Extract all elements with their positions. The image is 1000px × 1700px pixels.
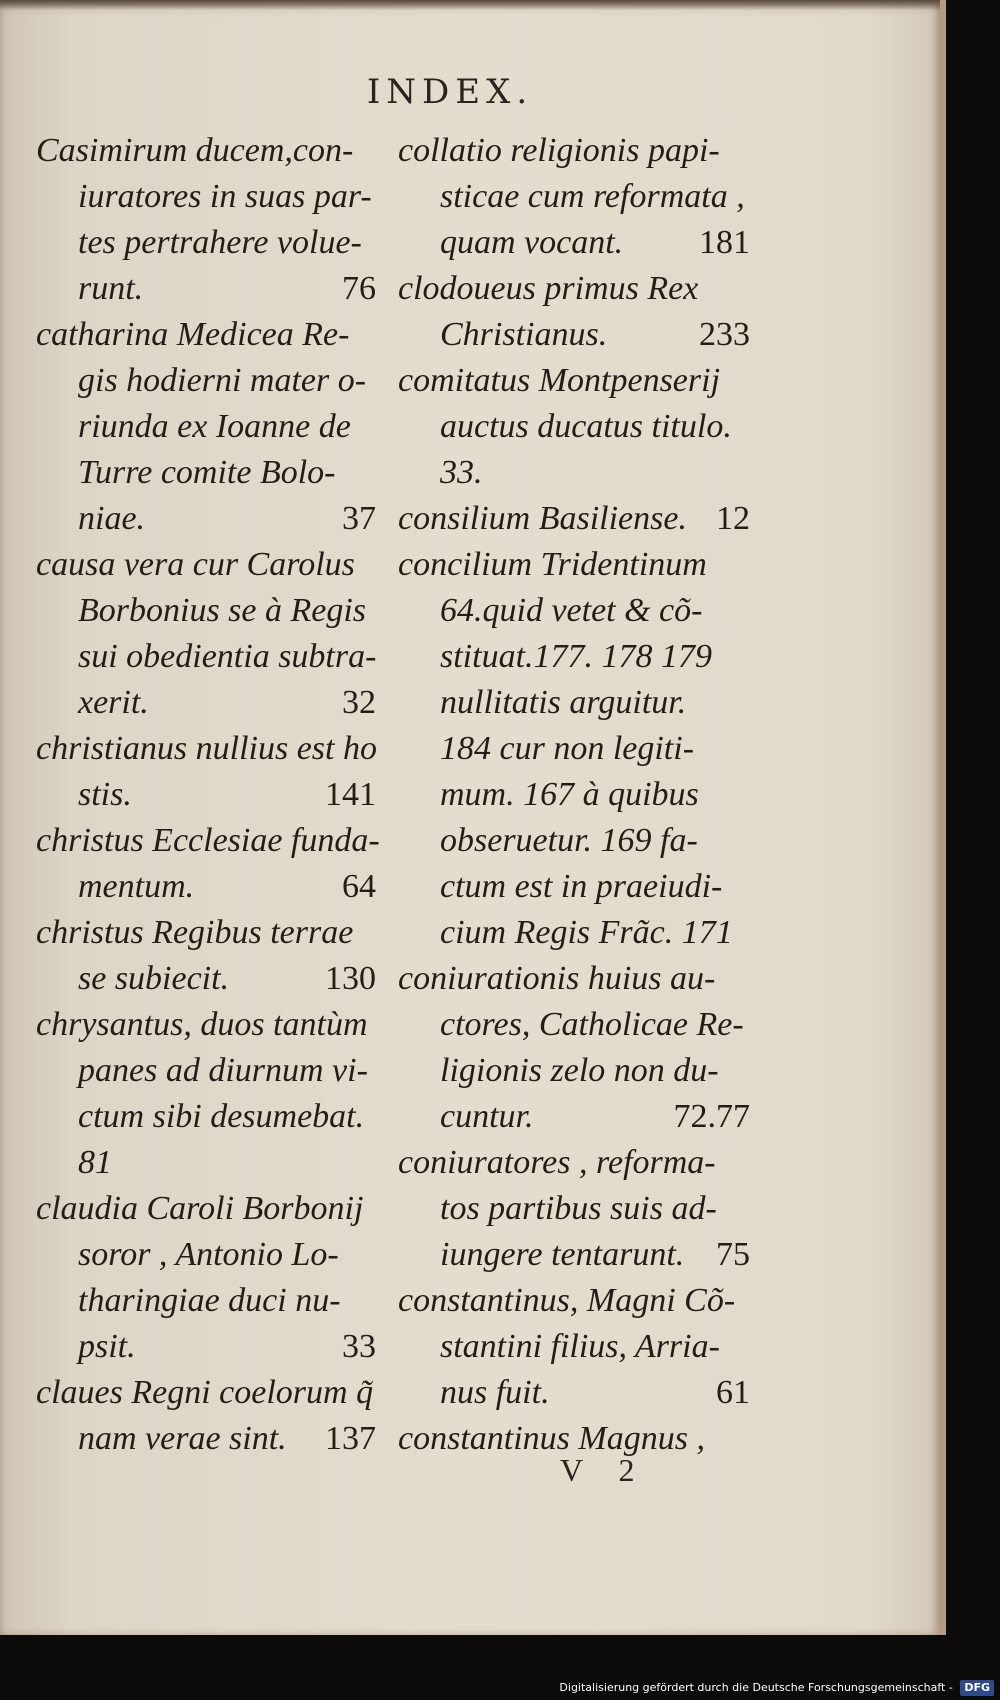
entry-line bbox=[398, 864, 750, 910]
entry-text: riunda ex Ioanne de bbox=[78, 408, 351, 445]
page-reference: 130 bbox=[325, 960, 376, 997]
entry-line bbox=[398, 312, 750, 358]
entry-text: mentum. bbox=[78, 868, 195, 905]
entry-line bbox=[398, 1186, 750, 1232]
entry-line bbox=[398, 450, 750, 496]
index-entry bbox=[398, 542, 750, 956]
page-reference: 12 bbox=[716, 500, 750, 537]
entry-text: ctum est in praeiudi- bbox=[440, 868, 723, 905]
entry-text: Turre comite Bolo- bbox=[78, 454, 336, 491]
entry-text: tes pertrahere volue- bbox=[78, 224, 362, 261]
page-reference: 32 bbox=[342, 684, 376, 721]
entry-text: coniuratores , reforma- bbox=[398, 1144, 716, 1181]
entry-line bbox=[398, 910, 750, 956]
entry-line bbox=[36, 174, 376, 220]
entry-text: gis hodierni mater o- bbox=[78, 362, 367, 399]
entry-text: stantini filius, Arria- bbox=[440, 1328, 720, 1365]
entry-line bbox=[36, 1094, 376, 1140]
entry-line bbox=[36, 312, 376, 358]
entry-line bbox=[398, 358, 750, 404]
entry-line bbox=[398, 174, 750, 220]
page-reference: 233 bbox=[699, 316, 750, 353]
index-entry bbox=[398, 358, 750, 496]
entry-text: ligionis zelo non du- bbox=[440, 1052, 719, 1089]
index-entry bbox=[398, 266, 750, 358]
entry-line bbox=[398, 128, 750, 174]
entry-line bbox=[398, 542, 750, 588]
page-reference: 141 bbox=[325, 776, 376, 813]
entry-line bbox=[398, 1048, 750, 1094]
entry-line bbox=[36, 956, 376, 1002]
index-entry bbox=[398, 1278, 750, 1416]
entry-text: soror , Antonio Lo- bbox=[78, 1236, 339, 1273]
entry-line bbox=[398, 1002, 750, 1048]
entry-text: 64.quid vetet & cõ- bbox=[440, 592, 703, 629]
entry-text: cuntur. bbox=[440, 1098, 534, 1135]
index-entry bbox=[398, 128, 750, 266]
entry-line bbox=[398, 1140, 750, 1186]
entry-line bbox=[36, 680, 376, 726]
entry-line bbox=[36, 128, 376, 174]
entry-text: 33. bbox=[440, 454, 483, 491]
entry-text: 184 cur non legiti- bbox=[440, 730, 695, 767]
entry-line bbox=[36, 1140, 376, 1186]
entry-line bbox=[36, 1416, 376, 1462]
footer-text: Digitalisierung gefördert durch die Deutsche Forschungsgemeinschaft - bbox=[559, 1681, 953, 1694]
entry-text: Borbonius se à Regis bbox=[78, 592, 367, 629]
digitization-footer bbox=[0, 1676, 1000, 1700]
page-reference: 64 bbox=[342, 868, 376, 905]
entry-line bbox=[398, 404, 750, 450]
index-entry bbox=[36, 1370, 376, 1462]
index-column-right bbox=[398, 128, 750, 1462]
entry-line bbox=[398, 956, 750, 1002]
entry-text: collatio religionis papi- bbox=[398, 132, 720, 169]
entry-line bbox=[36, 634, 376, 680]
entry-line bbox=[36, 1186, 376, 1232]
page-reference: 137 bbox=[325, 1420, 376, 1457]
entry-text: concilium Tridentinum bbox=[398, 546, 707, 583]
index-entry bbox=[36, 128, 376, 312]
entry-line bbox=[398, 818, 750, 864]
page-reference: 37 bbox=[342, 500, 376, 537]
entry-line bbox=[398, 726, 750, 772]
entry-text: auctus ducatus titulo. bbox=[440, 408, 732, 445]
entry-line bbox=[398, 220, 750, 266]
entry-line bbox=[398, 680, 750, 726]
entry-text: nus fuit. bbox=[440, 1374, 550, 1411]
entry-text: runt. bbox=[78, 270, 144, 307]
page-reference: 181 bbox=[699, 224, 750, 261]
entry-text: quam vocant. bbox=[440, 224, 624, 261]
page-reference: 76 bbox=[342, 270, 376, 307]
entry-text: constantinus Magnus , bbox=[398, 1420, 705, 1457]
page-reference: 61 bbox=[716, 1374, 750, 1411]
page-reference: 72.77 bbox=[673, 1098, 750, 1135]
entry-text: iungere tentarunt. bbox=[440, 1236, 685, 1273]
entry-line bbox=[36, 1002, 376, 1048]
entry-line bbox=[398, 496, 750, 542]
page-header bbox=[0, 72, 940, 112]
entry-text: sui obedientia subtra- bbox=[78, 638, 377, 675]
entry-text: se subiecit. bbox=[78, 960, 230, 997]
entry-line bbox=[36, 910, 376, 956]
index-entry bbox=[36, 312, 376, 542]
entry-text: ctum sibi desumebat. bbox=[78, 1098, 365, 1135]
page-reference: 75 bbox=[716, 1236, 750, 1273]
entry-line bbox=[398, 1232, 750, 1278]
entry-text: nam verae sint. bbox=[78, 1420, 287, 1457]
signature-mark: V 2 bbox=[560, 1452, 649, 1488]
entry-text: 81 bbox=[78, 1144, 112, 1181]
entry-line bbox=[398, 634, 750, 680]
entry-line bbox=[36, 542, 376, 588]
entry-line bbox=[36, 404, 376, 450]
entry-text: stis. bbox=[78, 776, 132, 813]
entry-text: panes ad diurnum vi- bbox=[78, 1052, 368, 1089]
entry-line bbox=[36, 772, 376, 818]
entry-text: comitatus Montpenserij bbox=[398, 362, 721, 399]
entry-text: iuratores in suas par- bbox=[78, 178, 372, 215]
index-entry bbox=[36, 910, 376, 1002]
entry-text: tos partibus suis ad- bbox=[440, 1190, 717, 1227]
entry-text: Casimirum ducem,con- bbox=[36, 132, 354, 169]
entry-line bbox=[398, 772, 750, 818]
entry-text: obseruetur. 169 fa- bbox=[440, 822, 698, 859]
index-entry bbox=[36, 542, 376, 726]
entry-text: constantinus, Magni Cõ- bbox=[398, 1282, 736, 1319]
entry-line bbox=[398, 588, 750, 634]
page-reference: 33 bbox=[342, 1328, 376, 1365]
entry-text: psit. bbox=[78, 1328, 136, 1365]
entry-line bbox=[36, 450, 376, 496]
entry-text: mum. 167 à quibus bbox=[440, 776, 699, 813]
entry-line bbox=[398, 1370, 750, 1416]
entry-line bbox=[36, 358, 376, 404]
entry-text: tharingiae duci nu- bbox=[78, 1282, 341, 1319]
entry-text: niae. bbox=[78, 500, 146, 537]
index-entry bbox=[36, 1002, 376, 1186]
entry-line bbox=[36, 1278, 376, 1324]
entry-line bbox=[36, 1324, 376, 1370]
entry-line bbox=[398, 1094, 750, 1140]
entry-text: christus Ecclesiae funda- bbox=[36, 822, 380, 859]
entry-line bbox=[398, 1278, 750, 1324]
entry-text: nullitatis arguitur. bbox=[440, 684, 687, 721]
entry-line bbox=[398, 266, 750, 312]
entry-line bbox=[36, 496, 376, 542]
index-entry bbox=[36, 1186, 376, 1370]
entry-text: Christianus. bbox=[440, 316, 608, 353]
entry-text: chrysantus, duos tantùm bbox=[36, 1006, 368, 1043]
entry-text: clodoueus primus Rex bbox=[398, 270, 699, 307]
entry-line bbox=[398, 1324, 750, 1370]
entry-text: causa vera cur Carolus bbox=[36, 546, 355, 583]
entry-text: claudia Caroli Borbonij bbox=[36, 1190, 364, 1227]
entry-text: xerit. bbox=[78, 684, 149, 721]
entry-line bbox=[36, 588, 376, 634]
entry-text: catharina Medicea Re- bbox=[36, 316, 350, 353]
index-entry bbox=[398, 956, 750, 1140]
entry-line bbox=[36, 864, 376, 910]
index-entry bbox=[36, 818, 380, 910]
entry-text: coniurationis huius au- bbox=[398, 960, 716, 997]
entry-line bbox=[36, 818, 380, 864]
entry-text: consilium Basiliense. bbox=[398, 500, 687, 537]
index-entry bbox=[398, 496, 750, 542]
entry-text: cium Regis Frãc. 171 bbox=[440, 914, 733, 951]
index-entry bbox=[36, 726, 376, 818]
entry-line bbox=[36, 1370, 376, 1416]
entry-text: sticae cum reformata , bbox=[440, 178, 745, 215]
entry-text: claues Regni coelorum q̃ bbox=[36, 1374, 374, 1411]
entry-line bbox=[36, 726, 376, 772]
index-column-left bbox=[36, 128, 380, 1462]
entry-text: stituat.177. 178 179 bbox=[440, 638, 713, 675]
page-title: INDEX. bbox=[366, 72, 534, 112]
dfg-logo: DFG bbox=[960, 1680, 994, 1696]
index-entry bbox=[398, 1140, 750, 1278]
entry-line bbox=[36, 1048, 376, 1094]
entry-text: christianus nullius est ho bbox=[36, 730, 377, 767]
entry-line bbox=[36, 1232, 376, 1278]
entry-line bbox=[36, 220, 376, 266]
entry-text: christus Regibus terrae bbox=[36, 914, 354, 951]
entry-text: ctores, Catholicae Re- bbox=[440, 1006, 744, 1043]
entry-line bbox=[36, 266, 376, 312]
